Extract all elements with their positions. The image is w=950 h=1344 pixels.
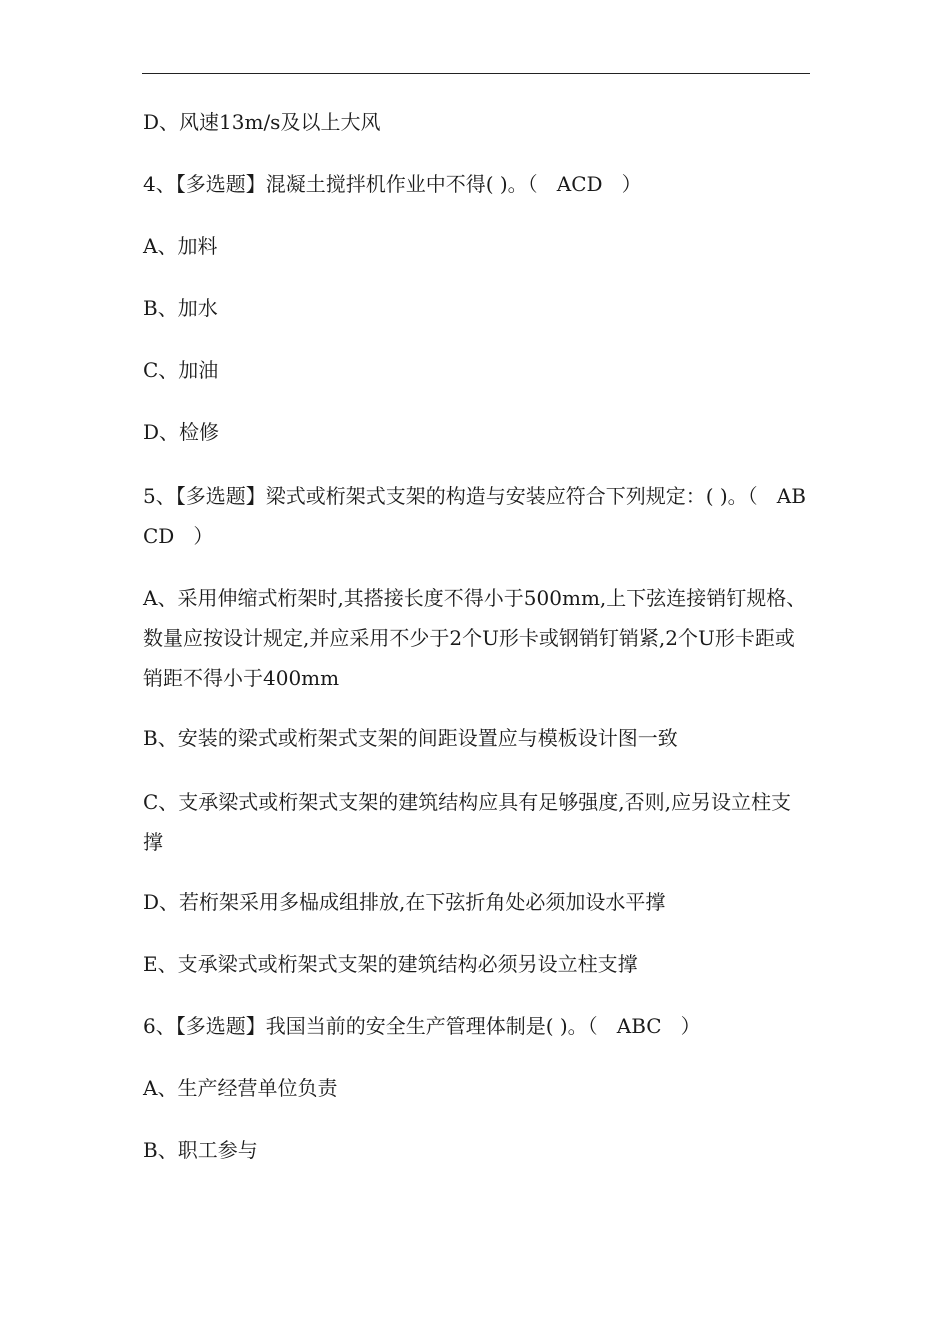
q4-question: 4、【多选题】混凝土搅拌机作业中不得( )。（ ACD ） bbox=[143, 172, 642, 196]
q5-option-e: E、支承梁式或桁架式支架的建筑结构必须另设立柱支撑 bbox=[143, 952, 638, 976]
q6-question: 6、【多选题】我国当前的安全生产管理体制是( )。（ ABC ） bbox=[143, 1014, 701, 1038]
q4-option-a: A、加料 bbox=[143, 234, 218, 258]
q5-option-c: C、支承梁式或桁架式支架的建筑结构应具有足够强度,否则,应另设立柱支撑 bbox=[143, 790, 792, 854]
q5-option-a: A、采用伸缩式桁架时,其搭接长度不得小于500mm,上下弦连接销钉规格、数量应按设计规定,并应采用不少于2个U形卡或钢销钉销紧,2个U形卡距或销距不得小于400mm bbox=[143, 586, 807, 690]
q4-option-b: B、加水 bbox=[143, 296, 218, 320]
q6-option-a: A、生产经营单位负责 bbox=[143, 1076, 338, 1100]
q5-question: 5、【多选题】梁式或桁架式支架的构造与安装应符合下列规定：( )。（ ABCD ） bbox=[143, 484, 806, 548]
q4-option-d: D、检修 bbox=[143, 420, 220, 444]
q4-option-c: C、加油 bbox=[143, 358, 219, 382]
header-rule bbox=[142, 73, 810, 74]
q5-option-b: B、安装的梁式或桁架式支架的间距设置应与模板设计图一致 bbox=[143, 726, 678, 750]
document-body bbox=[143, 104, 811, 1194]
q5-option-d: D、若桁架采用多榀成组排放,在下弦折角处必须加设水平撑 bbox=[143, 890, 666, 914]
q3-option-d: D、风速13m/s及以上大风 bbox=[143, 110, 381, 134]
q6-option-b: B、职工参与 bbox=[143, 1138, 258, 1162]
